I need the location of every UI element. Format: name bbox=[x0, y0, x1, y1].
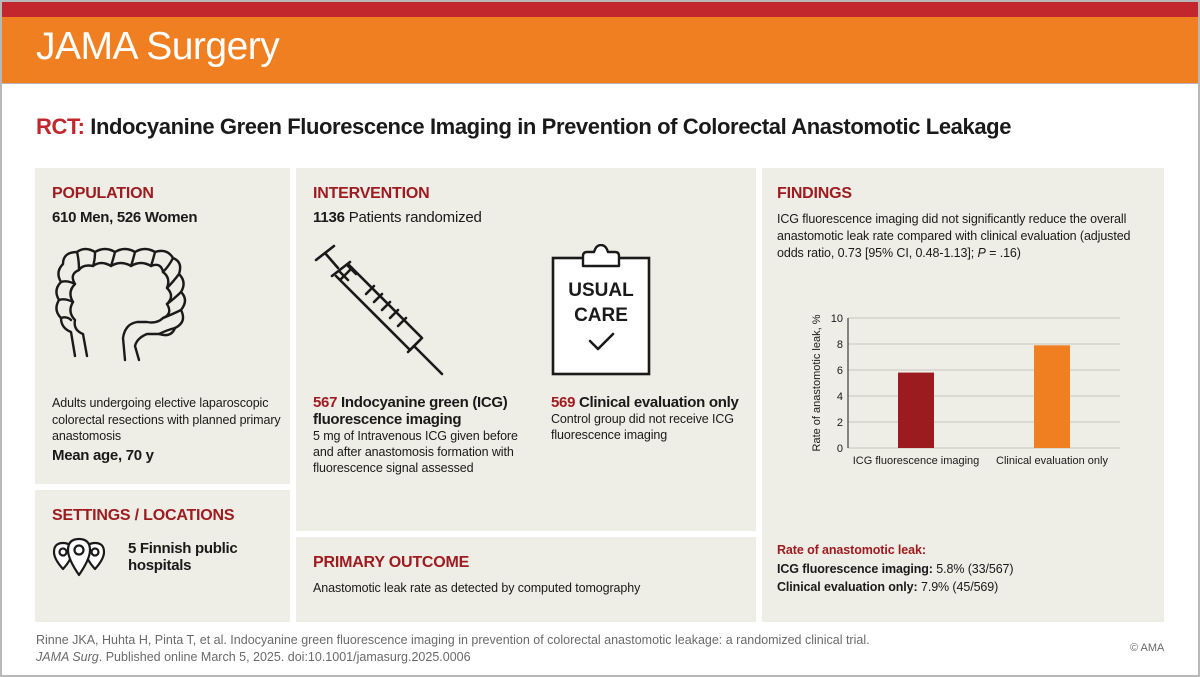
settings-heading: SETTINGS / LOCATIONS bbox=[52, 507, 235, 524]
settings-panel bbox=[35, 490, 290, 622]
rate-line-icg bbox=[777, 561, 1013, 578]
findings-line1: ICG fluorescence imaging did not significantly reduce the overall bbox=[777, 212, 1127, 226]
arm2-desc-line2: fluorescence imaging bbox=[551, 428, 668, 442]
findings-line3-a: odds ratio, 0.73 [95% CI, 0.48-1.13]; bbox=[777, 246, 978, 260]
y-tick-label: 10 bbox=[830, 313, 843, 325]
randomized-line bbox=[313, 209, 482, 226]
clipboard-text-line1: USUAL bbox=[568, 280, 634, 301]
clipboard-text-line2: CARE bbox=[574, 305, 628, 326]
colon-icon bbox=[49, 242, 199, 362]
citation bbox=[36, 632, 870, 666]
citation-line2 bbox=[36, 649, 870, 666]
arm2-title-text: Clinical evaluation only bbox=[579, 394, 739, 411]
x-category-label: ICG fluorescence imaging bbox=[852, 455, 980, 467]
top-accent-bar bbox=[2, 2, 1198, 17]
primary-outcome-heading: PRIMARY OUTCOME bbox=[313, 554, 470, 571]
map-pins-icon bbox=[52, 537, 106, 581]
arm1-desc-line2: and after anastomosis formation with bbox=[313, 445, 514, 459]
copyright: © AMA bbox=[1130, 642, 1165, 654]
findings-line3 bbox=[777, 245, 1021, 262]
arm2-desc-line1: Control group did not receive ICG bbox=[551, 412, 734, 426]
citation-journal: JAMA Surg bbox=[36, 650, 99, 664]
arm1-desc-line1: 5 mg of Intravenous ICG given before bbox=[313, 429, 518, 443]
y-tick-label: 0 bbox=[836, 443, 843, 455]
findings-p-symbol: P bbox=[977, 246, 986, 260]
y-tick-label: 2 bbox=[836, 417, 843, 429]
findings-line2: anastomotic leak rate compared with clinical evaluation (adjusted bbox=[777, 229, 1131, 243]
rate-clinical-label: Clinical evaluation only: bbox=[777, 580, 918, 594]
settings-text-line1: 5 Finnish public bbox=[128, 540, 238, 557]
rate-icg-label: ICG fluorescence imaging: bbox=[777, 562, 933, 576]
mean-age: Mean age, 70 y bbox=[52, 447, 154, 464]
primary-outcome-text: Anastomotic leak rate as detected by computed tomography bbox=[313, 581, 641, 595]
primary-outcome-panel bbox=[296, 537, 756, 622]
population-counts: 610 Men, 526 Women bbox=[52, 209, 198, 226]
x-category-label: Clinical evaluation only bbox=[996, 455, 1108, 467]
y-tick-label: 6 bbox=[836, 365, 843, 377]
y-tick-label: 4 bbox=[836, 391, 843, 403]
settings-text-line2: hospitals bbox=[128, 557, 192, 574]
rate-clinical-value: 7.9% (45/569) bbox=[917, 580, 999, 594]
findings-heading: FINDINGS bbox=[777, 185, 852, 202]
syringe-icon bbox=[310, 242, 450, 382]
page-title bbox=[36, 114, 1011, 140]
study-title: Indocyanine Green Fluorescence Imaging in Prevention of Colorectal Anastomotic Leakage bbox=[90, 114, 1012, 139]
rate-icg-value: 5.8% (33/567) bbox=[932, 562, 1014, 576]
journal-title: JAMA Surgery bbox=[36, 25, 280, 68]
randomized-count: 1136 bbox=[313, 209, 345, 226]
arm1-title-line2: fluorescence imaging bbox=[313, 411, 462, 428]
intervention-panel bbox=[296, 168, 756, 531]
randomized-label: Patients randomized bbox=[348, 209, 482, 226]
arm1-title-text: Indocyanine green (ICG) bbox=[341, 394, 508, 411]
study-type-label: RCT: bbox=[36, 114, 85, 139]
arm2-count: 569 bbox=[551, 394, 576, 411]
citation-line1: Rinne JKA, Huhta H, Pinta T, et al. Indocyanine green fluorescence imaging in prevention of colorectal anastomotic leakage: a randomized clinical trial. bbox=[36, 633, 870, 647]
population-description: Adults undergoing elective laparoscopic colorectal resections with planned primary anastomosis bbox=[52, 396, 281, 443]
y-tick-label: 8 bbox=[836, 339, 843, 351]
arm1-desc-line3: fluorescence signal assessed bbox=[313, 461, 474, 475]
arm2-title-line bbox=[551, 394, 739, 411]
y-axis-title: Rate of anastomotic leak, % bbox=[811, 314, 823, 452]
bar-icg-fluorescence bbox=[898, 373, 934, 448]
arm1-count: 567 bbox=[313, 394, 338, 411]
rate-line-clinical bbox=[777, 579, 998, 596]
rate-heading: Rate of anastomotic leak: bbox=[777, 543, 926, 557]
intervention-heading: INTERVENTION bbox=[313, 185, 430, 202]
clipboard-icon bbox=[550, 244, 652, 376]
population-heading: POPULATION bbox=[52, 185, 154, 202]
findings-line3-b: = .16) bbox=[985, 246, 1021, 260]
bar-clinical-evaluation bbox=[1034, 345, 1070, 448]
citation-details: . Published online March 5, 2025. doi:10.1001/jamasurg.2025.0006 bbox=[98, 650, 471, 664]
population-panel bbox=[35, 168, 290, 484]
journal-header bbox=[2, 17, 1198, 83]
leak-rate-bar-chart bbox=[800, 304, 1130, 474]
arm1-title-line1 bbox=[313, 394, 507, 411]
header-divider bbox=[2, 83, 1198, 84]
